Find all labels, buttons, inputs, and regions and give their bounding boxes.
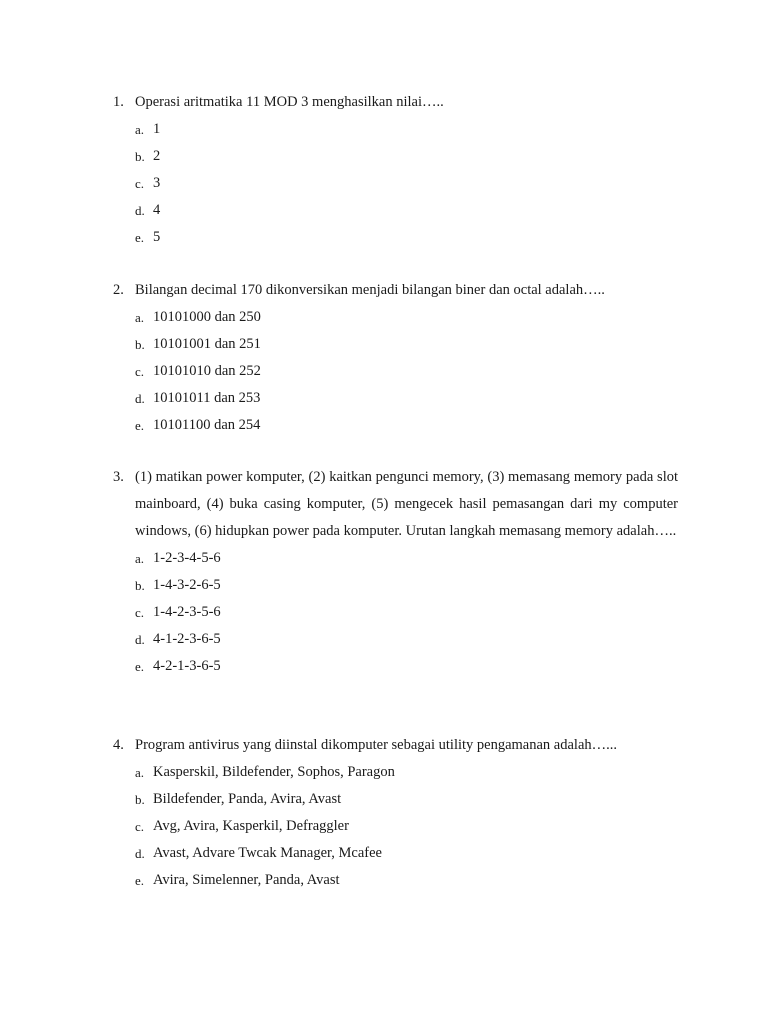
option-letter: e. [135, 418, 145, 433]
question-number: 4. [113, 737, 124, 753]
option-letter: a. [135, 765, 145, 780]
question-text: (1) matikan power komputer, (2) kaitkan pengunci memory, (3) memasang memory pada slot mainboard, (4) buka casing komputer, (5) mengecek hasil pemasangan dari my computer windows, (6) hidupkan power pada komputer. Urutan langkah memasang memory adalah….. [135, 469, 678, 539]
option-text: 1-2-3-4-5-6 [153, 550, 221, 566]
option-b [135, 786, 678, 813]
question-1 [113, 89, 678, 251]
option-a [135, 116, 678, 143]
option-b [135, 572, 678, 599]
option-c [135, 813, 678, 840]
option-text: Avast, Advare Twcak Manager, Mcafee [153, 845, 382, 861]
option-text: 1-4-2-3-5-6 [153, 604, 221, 620]
option-letter: e. [135, 873, 145, 888]
option-list [135, 116, 678, 251]
option-letter: b. [135, 578, 145, 593]
question-text: Operasi aritmatika 11 MOD 3 menghasilkan nilai….. [135, 94, 444, 110]
option-text: 5 [153, 229, 161, 245]
option-b [135, 143, 678, 170]
option-d [135, 197, 678, 224]
option-d [135, 840, 678, 867]
option-e [135, 412, 678, 439]
option-b [135, 331, 678, 358]
option-e [135, 653, 678, 680]
option-letter: b. [135, 792, 145, 807]
option-e [135, 867, 678, 894]
option-text: Avira, Simelenner, Panda, Avast [153, 872, 340, 888]
option-text: Bildefender, Panda, Avira, Avast [153, 791, 342, 807]
option-text: 4-1-2-3-6-5 [153, 631, 221, 647]
question-stem [113, 732, 678, 759]
option-letter: c. [135, 819, 145, 834]
option-text: 1 [153, 121, 161, 137]
option-c [135, 358, 678, 385]
option-c [135, 170, 678, 197]
question-number: 2. [113, 282, 124, 298]
option-letter: a. [135, 551, 145, 566]
option-text: 4-2-1-3-6-5 [153, 658, 221, 674]
question-number: 1. [113, 94, 124, 110]
option-letter: c. [135, 605, 145, 620]
option-letter: b. [135, 337, 145, 352]
option-text: 2 [153, 148, 161, 164]
question-text: Program antivirus yang diinstal dikomputer sebagai utility pengamanan adalah…... [135, 737, 618, 753]
option-letter: d. [135, 632, 145, 647]
option-letter: e. [135, 230, 145, 245]
question-text: Bilangan decimal 170 dikonversikan menjadi bilangan biner dan octal adalah….. [135, 282, 605, 298]
option-d [135, 626, 678, 653]
option-e [135, 224, 678, 251]
option-text: Avg, Avira, Kasperkil, Defraggler [153, 818, 349, 834]
option-letter: a. [135, 122, 145, 137]
option-text: 4 [153, 202, 161, 218]
option-text: 10101001 dan 251 [153, 336, 261, 352]
option-letter: e. [135, 659, 145, 674]
option-text: 10101100 dan 254 [153, 417, 261, 433]
option-text: 10101010 dan 252 [153, 363, 261, 379]
question-4 [113, 732, 678, 894]
option-letter: d. [135, 846, 145, 861]
option-text: 3 [153, 175, 161, 191]
option-c [135, 599, 678, 626]
option-text: 1-4-3-2-6-5 [153, 577, 221, 593]
option-text: 10101000 dan 250 [153, 309, 261, 325]
question-stem [113, 89, 678, 116]
option-letter: c. [135, 364, 145, 379]
question-stem [113, 277, 678, 304]
question-2 [113, 277, 678, 439]
option-letter: d. [135, 203, 145, 218]
option-letter: c. [135, 176, 145, 191]
question-number: 3. [113, 469, 124, 485]
option-letter: a. [135, 310, 145, 325]
option-text: Kasperskil, Bildefender, Sophos, Paragon [153, 764, 395, 780]
question-3 [113, 464, 678, 680]
option-text: 10101011 dan 253 [153, 390, 261, 406]
option-a [135, 759, 678, 786]
option-a [135, 545, 678, 572]
option-letter: d. [135, 391, 145, 406]
option-list [135, 759, 678, 894]
option-letter: b. [135, 149, 145, 164]
option-a [135, 304, 678, 331]
option-d [135, 385, 678, 412]
option-list [135, 545, 678, 680]
option-list [135, 304, 678, 439]
question-stem [113, 464, 678, 545]
